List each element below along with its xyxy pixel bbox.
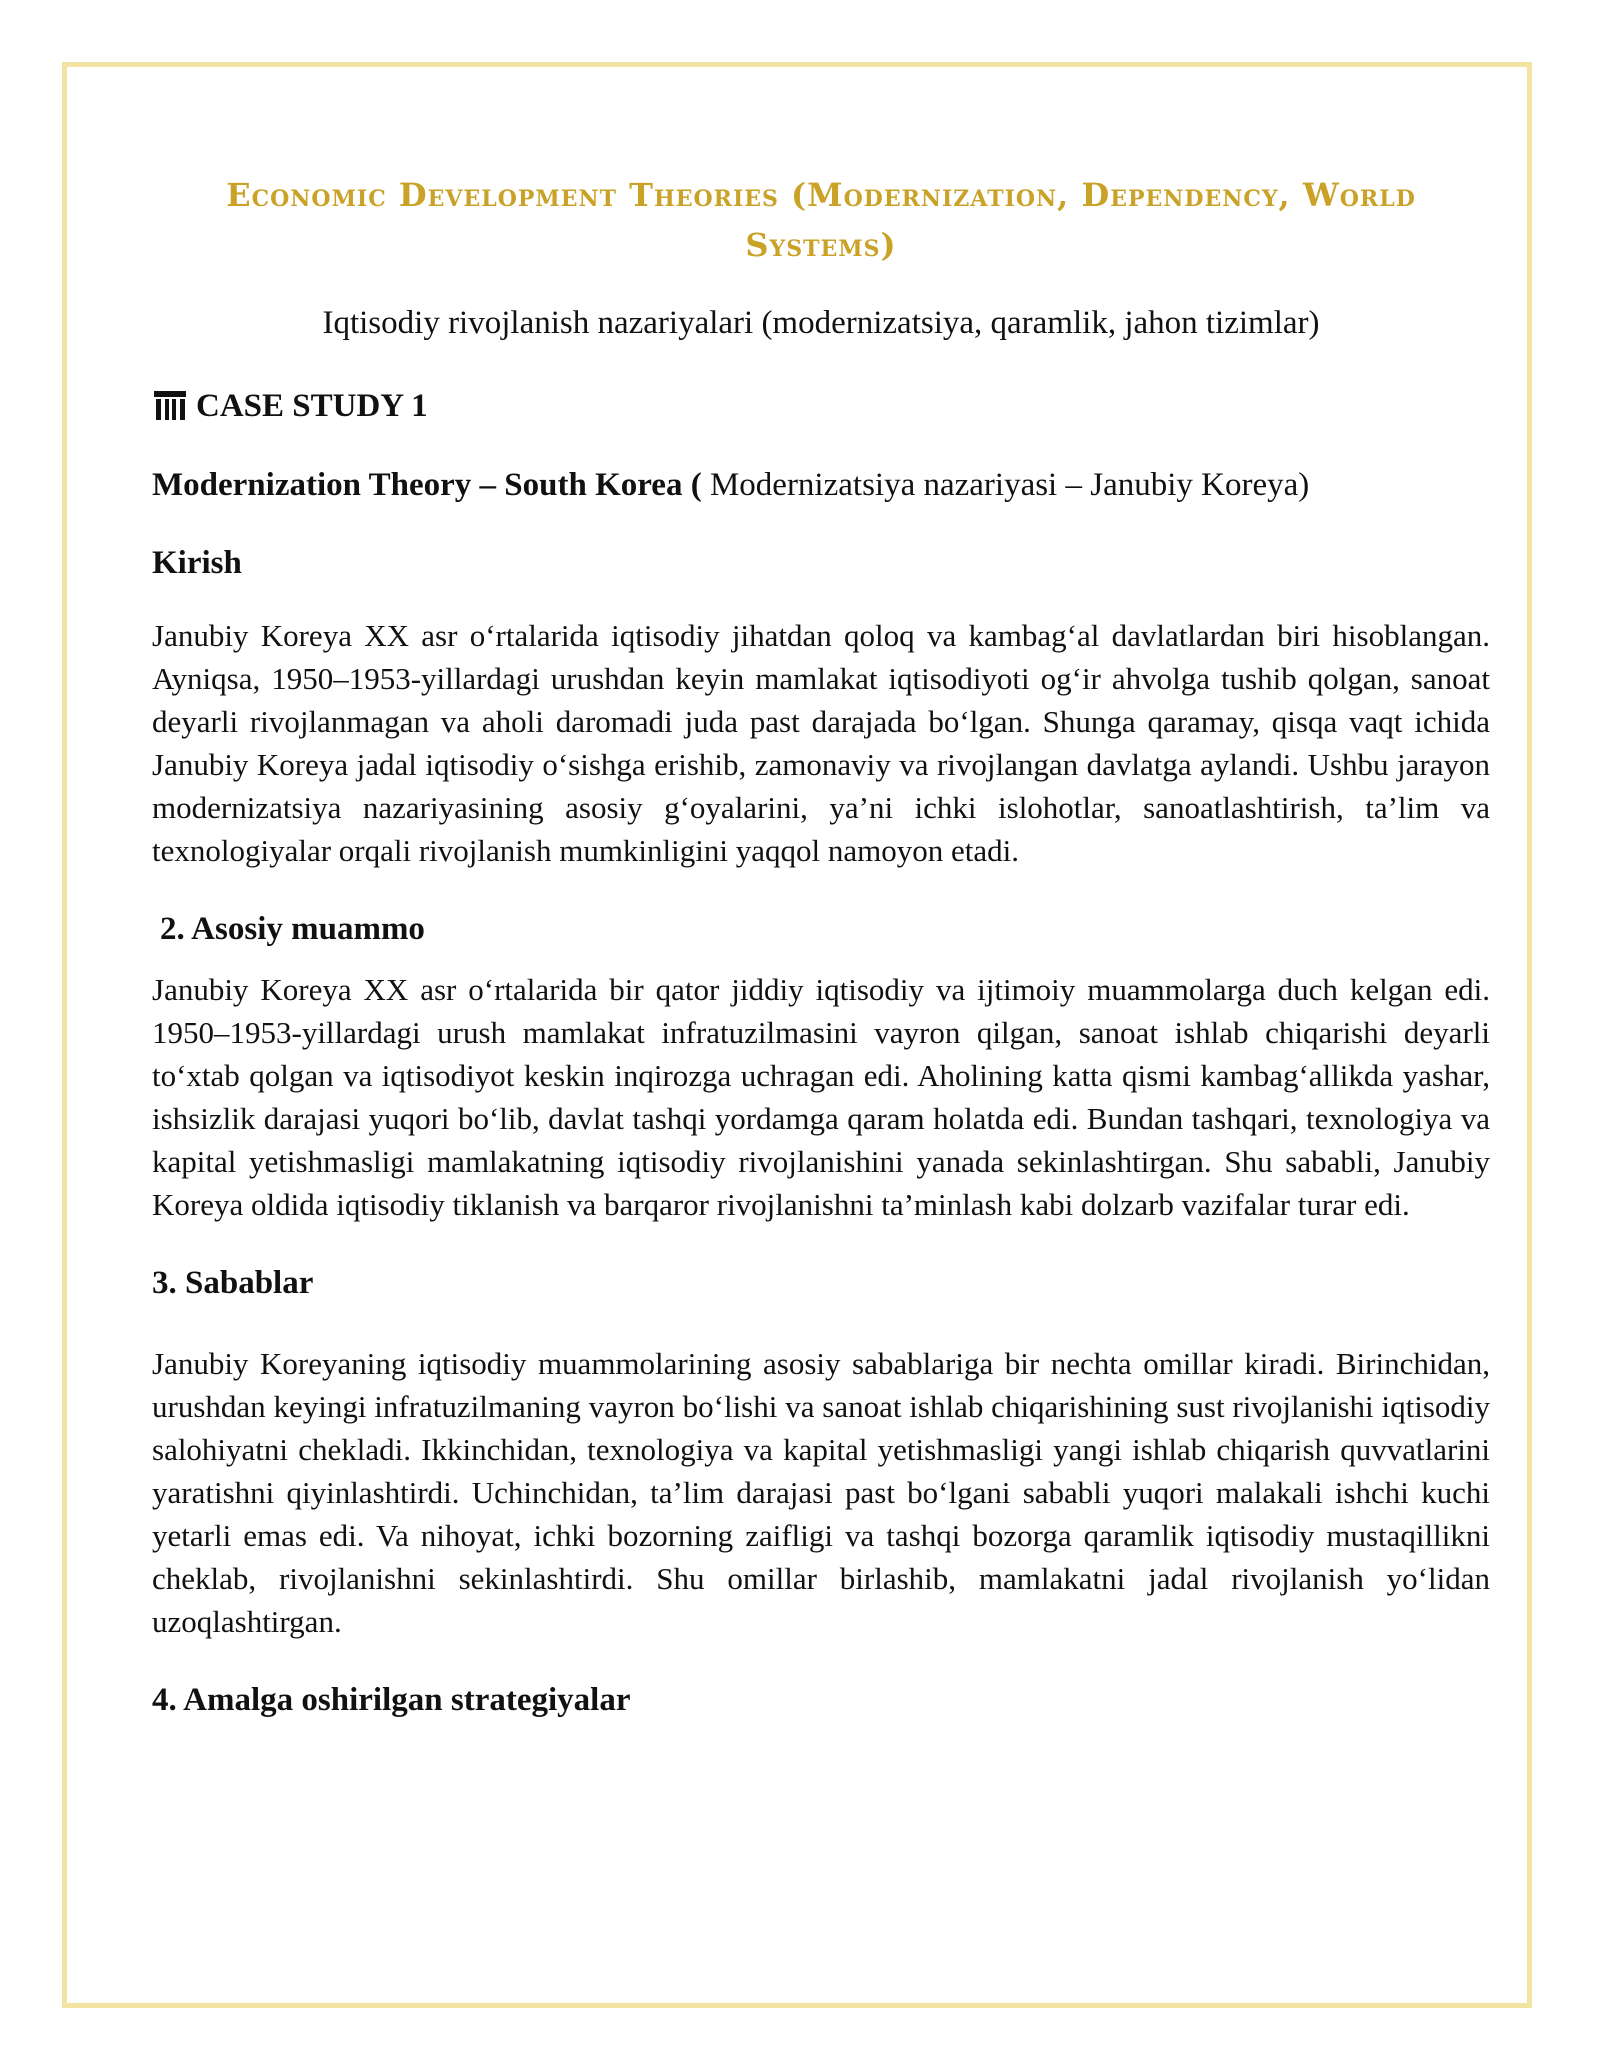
causes-heading: 3. Sabablar	[152, 1265, 314, 1301]
problem-paragraph: Janubiy Koreya XX asr o‘rtalarida bir qator jiddiy iqtisodiy va ijtimoiy muammolarga duch kelgan edi. 1950–1953-yillardagi urush mamlakat infratuzilmasini vayron qilgan, sanoat ishlab chiqarishi deyarli to‘xtab qolgan va iqtisodiyot keskin inqirozga uchragan edi. Aholining katta qismi kambag‘allikda yashar, ishsizlik darajasi yuqori bo‘lib, davlat tashqi yordamga qaram holatda edi. Bundan tashqari, texnologiya va kapital yetishmasligi mamlakatning iqtisodiy rivojlanishini yanada sekinlashtirgan. Shu sababli, Janubiy Koreya oldida iqtisodiy tiklanish va barqaror rivojlanishni ta’minlash kabi dolzarb vazifalar turar edi.	[152, 972, 1490, 1222]
causes-paragraph: Janubiy Koreyaning iqtisodiy muammolarining asosiy sabablariga bir nechta omillar kiradi. Birinchidan, urushdan keyingi infratuzilmaning vayron bo‘lishi va sanoat ishlab chiqarishining sust rivojlanishi iqtisodiy salohiyatni chekladi. Ikkinchidan, texnologiya va kapital yetishmasligi yangi ishlab chiqarish quvvatlarini yaratishni qiyinlashtirdi. Uchinchidan, ta’lim darajasi past bo‘lgani sababli yuqori malakali ishchi kuchi yetarli emas edi. Va nihoyat, ichki bozorning zaifligi va tashqi bozorga qaramlik iqtisodiy mustaqillikni cheklab, rivojlanishni sekinlashtirdi. Shu omillar birlashib, mamlakatni jadal rivojlanish yo‘lidan uzoqlashtirgan.	[152, 1346, 1490, 1639]
columns-building-icon	[152, 388, 188, 424]
case-study-label: CASE STUDY 1	[196, 388, 428, 424]
theory-heading	[152, 464, 1490, 506]
document-title: Economic Development Theories (Modernization, Dependency, World Systems)	[226, 176, 1416, 264]
theory-title-uzbek: Modernizatsiya nazariyasi – Janubiy Koreya)	[701, 467, 1310, 503]
intro-paragraph: Janubiy Koreya XX asr o‘rtalarida iqtisodiy jihatdan qoloq va kambag‘al davlatlardan biri hisoblangan. Ayniqsa, 1950–1953-yillardagi urushdan keyin mamlakat iqtisodiyoti og‘ir ahvolga tushib qolgan, sanoat deyarli rivojlanmagan va aholi daromadi juda past darajada bo‘lgan. Shunga qaramay, qisqa vaqt ichida Janubiy Koreya jadal iqtisodiy o‘sishga erishib, zamonaviy va rivojlangan davlatga aylandi. Ushbu jarayon modernizatsiya nazariyasining asosiy g‘oyalarini, ya’ni ichki islohotlar, sanoatlashtirish, ta’lim va texnologiyalar orqali rivojlanish mumkinligini yaqqol namoyon etadi.	[152, 618, 1490, 868]
case-study-heading	[152, 386, 1490, 426]
document-body	[152, 170, 1490, 1721]
document-subtitle: Iqtisodiy rivojlanish nazariyalari (modernizatsiya, qaramlik, jahon tizimlar)	[322, 305, 1320, 341]
problem-heading: 2. Asosiy muammo	[160, 911, 425, 947]
strategies-heading: 4. Amalga oshirilgan strategiyalar	[152, 1682, 631, 1718]
intro-heading: Kirish	[152, 545, 242, 581]
theory-title-english: Modernization Theory – South Korea (	[152, 467, 702, 503]
